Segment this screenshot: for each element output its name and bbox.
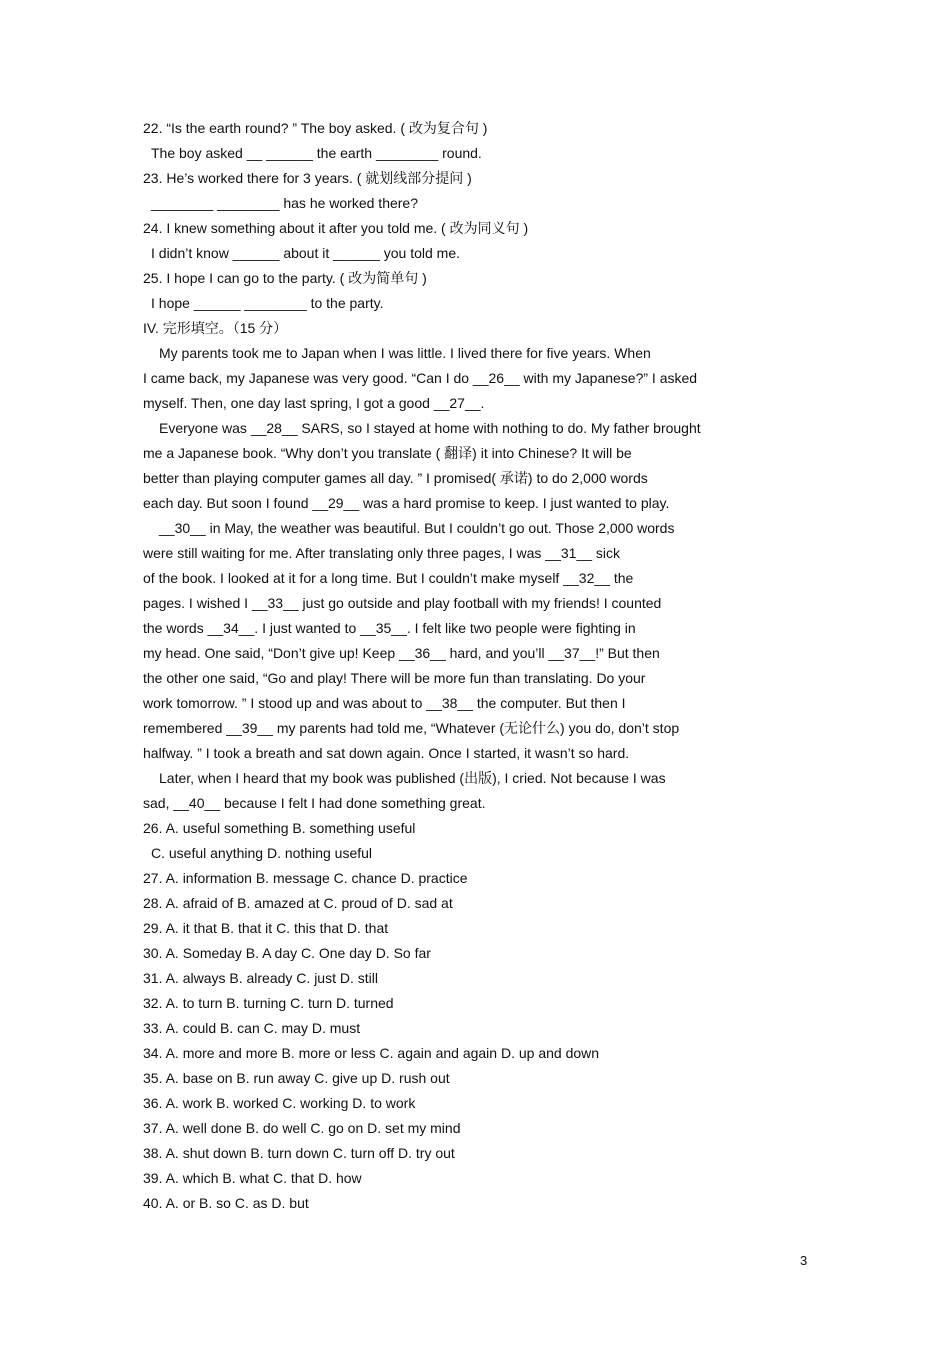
passage-line: were still waiting for me. After translating only three pages, I was __31__ sick [143,545,621,561]
page-number: 3 [800,1253,808,1268]
option-line: 36. A. work B. worked C. working D. to work [143,1095,416,1111]
passage-line: Everyone was __28__ SARS, so I stayed at home with nothing to do. My father brought [159,420,701,436]
question-22: 22. “Is the earth round? ” The boy asked. ( 改为复合句 ) [143,120,488,136]
passage-line: My parents took me to Japan when I was little. I lived there for five years. When [159,345,651,361]
option-line: 32. A. to turn B. turning C. turn D. turned [143,995,394,1011]
option-line: 37. A. well done B. do well C. go on D. set my mind [143,1120,461,1136]
passage-line: __30__ in May, the weather was beautiful. But I couldn’t go out. Those 2,000 words [159,520,675,536]
worksheet-page [143,116,813,1216]
answer-line-22: The boy asked __ ______ the earth ________ round. [151,145,482,161]
passage-line: the words __34__. I just wanted to __35__. I felt like two people were fighting in [143,620,636,636]
option-line: C. useful anything D. nothing useful [151,845,373,861]
option-line: 27. A. information B. message C. chance D. practice [143,870,468,886]
passage-line: of the book. I looked at it for a long time. But I couldn’t make myself __32__ the [143,570,634,586]
option-line: 35. A. base on B. run away C. give up D. rush out [143,1070,450,1086]
passage-line: remembered __39__ my parents had told me, “Whatever (无论什么) you do, don’t stop [143,720,680,736]
passage-line: work tomorrow. ” I stood up and was about to __38__ the computer. But then I [143,695,626,711]
answer-line-24: I didn’t know ______ about it ______ you told me. [151,245,460,261]
option-line: 28. A. afraid of B. amazed at C. proud of D. sad at [143,895,453,911]
passage-line: pages. I wished I __33__ just go outside and play football with my friends! I counted [143,595,662,611]
passage-line: Later, when I heard that my book was published (出版), I cried. Not because I was [159,770,666,786]
option-line: 39. A. which B. what C. that D. how [143,1170,362,1186]
option-line: 38. A. shut down B. turn down C. turn off D. try out [143,1145,455,1161]
question-23: 23. He’s worked there for 3 years. ( 就划线部分提问 ) [143,170,472,186]
answer-options [143,816,813,1216]
passage-line: each day. But soon I found __29__ was a hard promise to keep. I just wanted to play. [143,495,670,511]
option-line: 26. A. useful something B. something useful [143,820,416,836]
answer-line-25: I hope ______ ________ to the party. [151,295,384,311]
option-line: 29. A. it that B. that it C. this that D. that [143,920,389,936]
passage-line: better than playing computer games all day. ” I promised( 承诺) to do 2,000 words [143,470,648,486]
passage-line: myself. Then, one day last spring, I got a good __27__. [143,395,485,411]
passage-line: I came back, my Japanese was very good. “Can I do __26__ with my Japanese?” I asked [143,370,698,386]
section-heading-iv: IV. 完形填空。（15 分） [143,320,288,336]
passage-line: my head. One said, “Don’t give up! Keep __36__ hard, and you’ll __37__!” But then [143,645,660,661]
option-line: 31. A. always B. already C. just D. still [143,970,378,986]
passage-line: me a Japanese book. “Why don’t you translate ( 翻译) it into Chinese? It will be [143,445,632,461]
passage-line: the other one said, “Go and play! There will be more fun than translating. Do your [143,670,646,686]
passage-line: sad, __40__ because I felt I had done something great. [143,795,486,811]
answer-line-23: ________ ________ has he worked there? [151,195,418,211]
cloze-passage [143,341,813,816]
passage-line: halfway. ” I took a breath and sat down again. Once I started, it wasn’t so hard. [143,745,630,761]
option-line: 34. A. more and more B. more or less C. again and again D. up and down [143,1045,600,1061]
exercise-section [143,116,813,341]
option-line: 33. A. could B. can C. may D. must [143,1020,361,1036]
option-line: 40. A. or B. so C. as D. but [143,1195,309,1211]
question-24: 24. I knew something about it after you told me. ( 改为同义句 ) [143,220,529,236]
option-line: 30. A. Someday B. A day C. One day D. So far [143,945,431,961]
question-25: 25. I hope I can go to the party. ( 改为简单句 ) [143,270,427,286]
